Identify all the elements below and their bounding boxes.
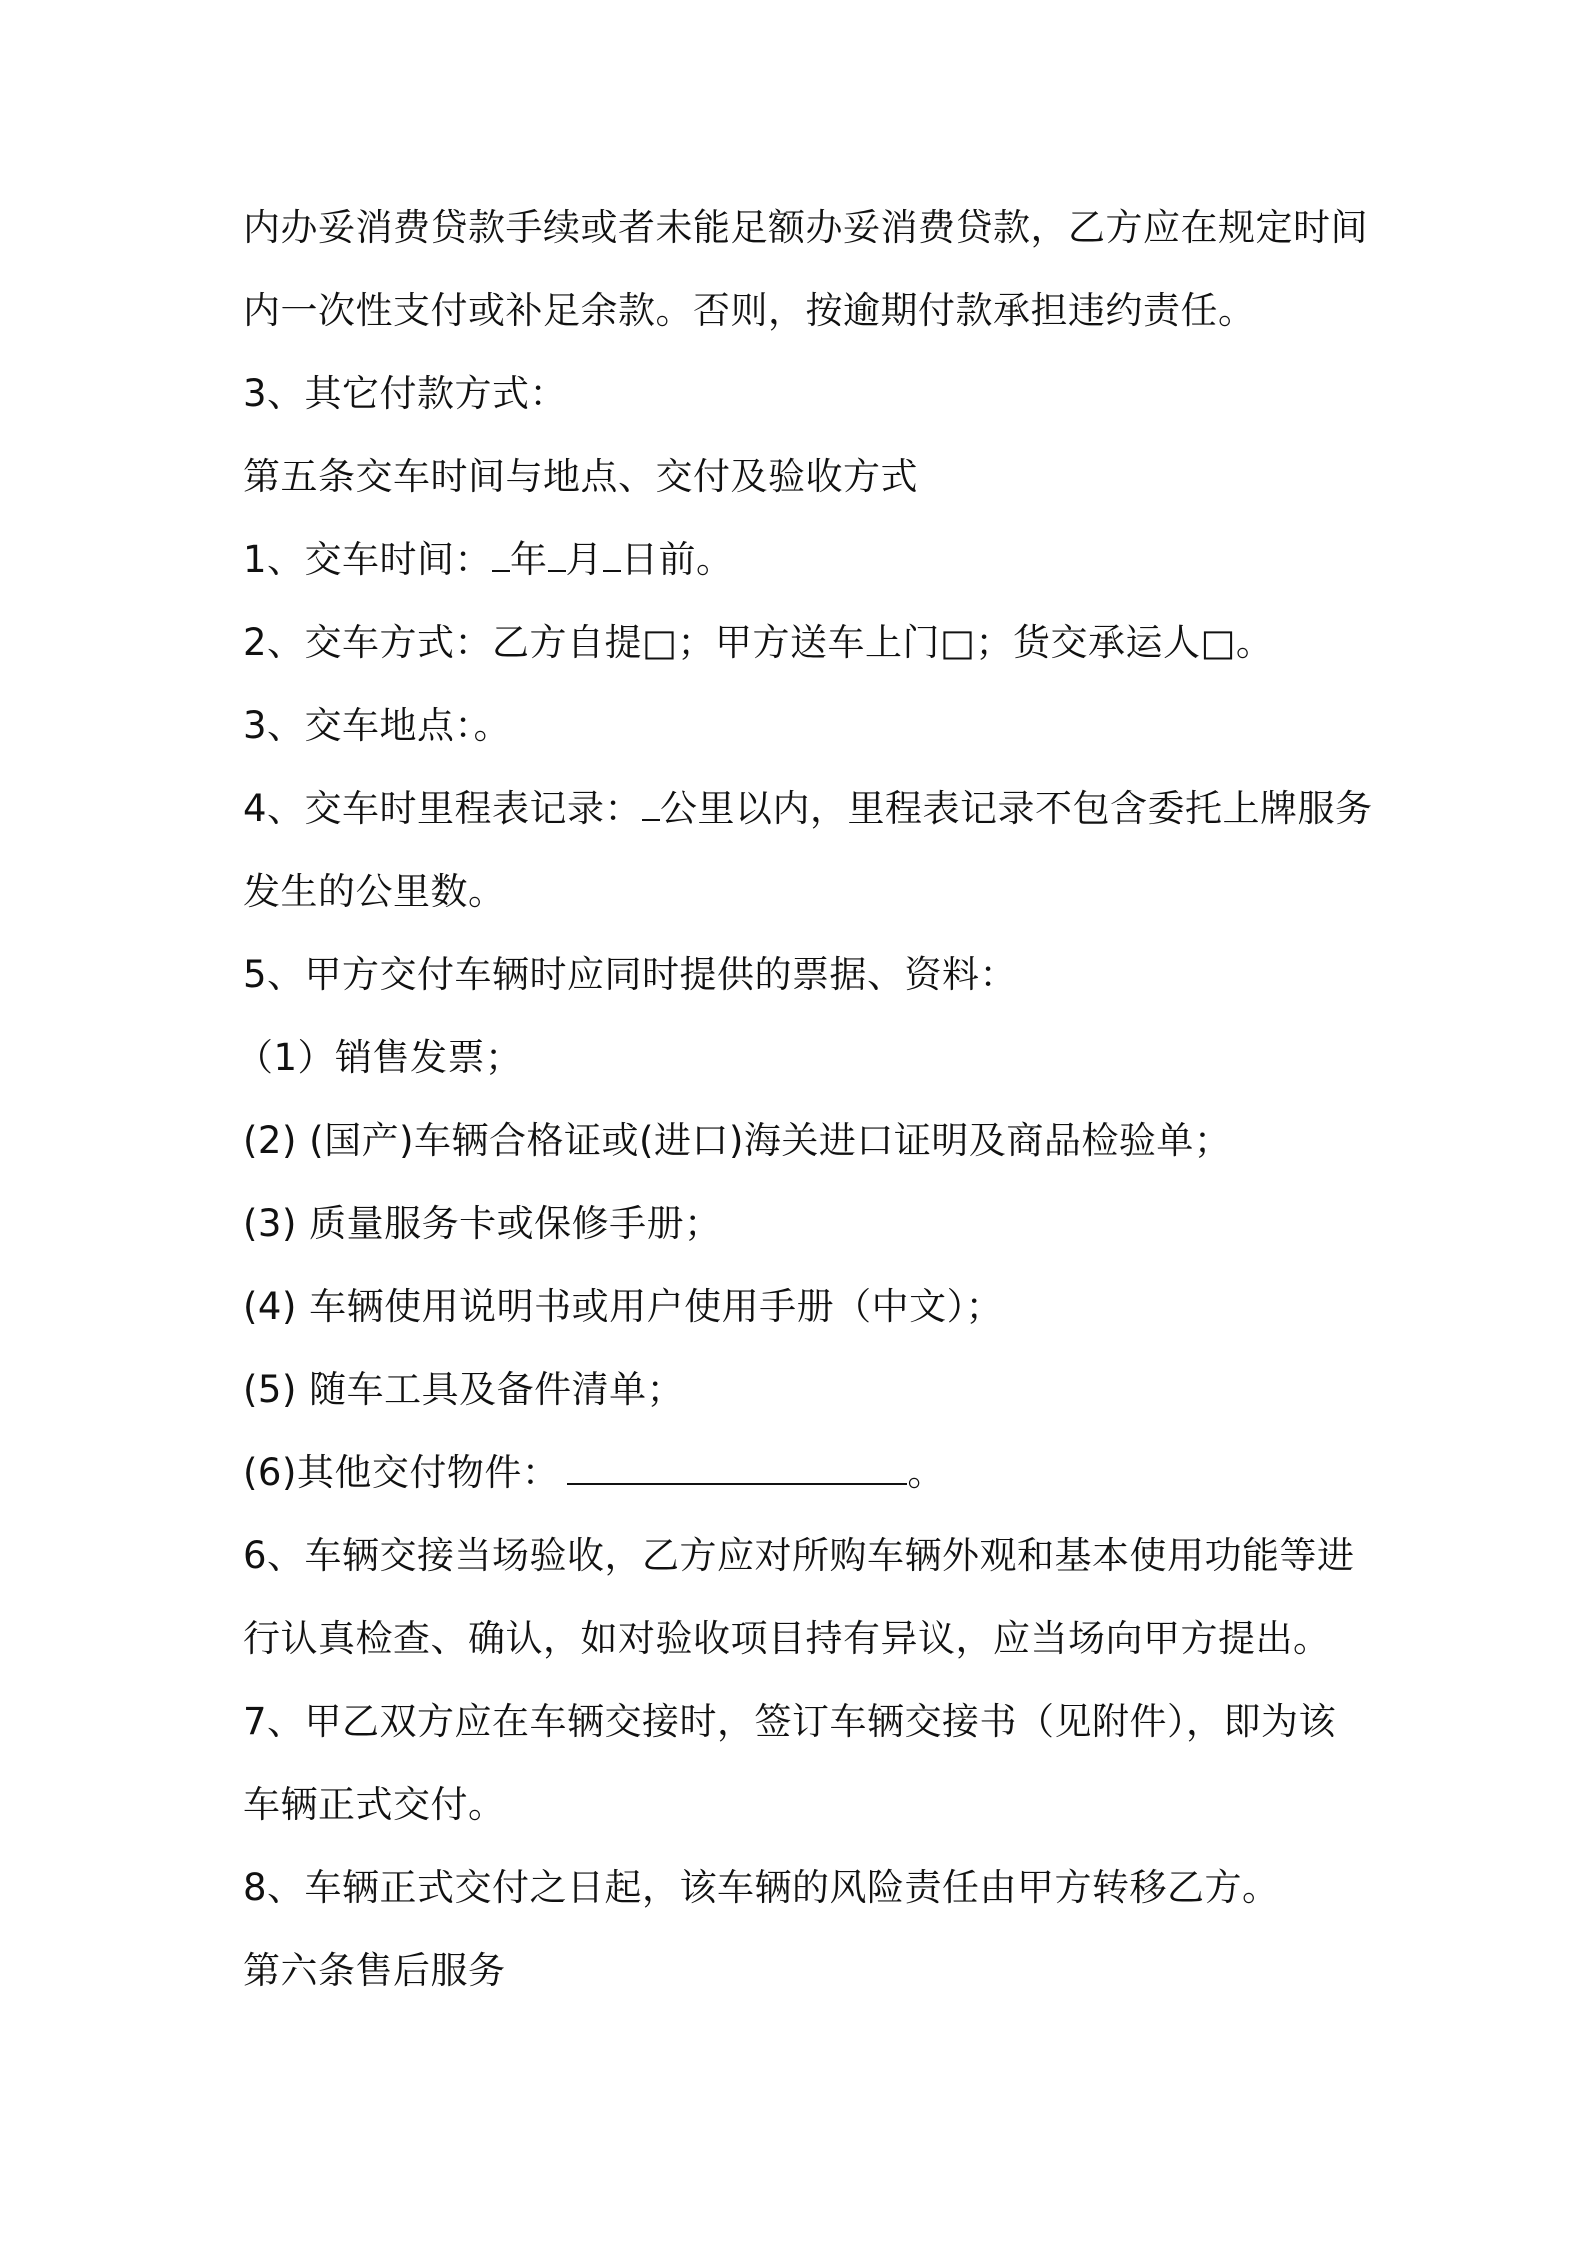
day-label: 日前。 [621,538,734,581]
list-item: 7、甲乙双方应在车辆交接时，签订车辆交接书（见附件），即为该 [243,1700,1337,1743]
list-item: 3、其它付款方式： [243,372,568,415]
sub-list-item: (5) 随车工具及备件清单； [243,1368,685,1411]
year-label: 年 [510,538,548,581]
list-item: 3、交车地点：。 [243,704,512,747]
day-blank [603,540,621,572]
list-item-delivery-time [243,535,734,585]
list-item: 2、交车方式：乙方自提□；甲方送车上门□；货交承运人□。 [243,621,1274,664]
section-heading: 第六条售后服务 [243,1949,506,1992]
other-items-end: 。 [907,1451,945,1494]
year-blank [492,540,510,572]
sub-list-item: (2) (国产)车辆合格证或(进口)海关进口证明及商品检验单； [243,1119,1232,1162]
list-item-odometer [243,784,1373,834]
odometer-label: 4、交车时里程表记录： [243,787,643,830]
paragraph-line: 车辆正式交付。 [243,1783,506,1826]
month-label: 月 [565,538,604,581]
paragraph-line: 行认真检查、确认，如对验收项目持有异议，应当场向甲方提出。 [243,1617,1331,1660]
sub-list-item-other [243,1448,945,1498]
sub-list-item: (4) 车辆使用说明书或用户使用手册（中文）； [243,1285,1004,1328]
list-item: 5、甲方交付车辆时应同时提供的票据、资料： [243,953,1018,996]
delivery-time-label: 1、交车时间： [243,538,493,581]
odometer-text: 公里以内，里程表记录不包含委托上牌服务 [660,787,1373,830]
paragraph-line: 内办妥消费贷款手续或者未能足额办妥消费贷款，乙方应在规定时间 [243,206,1368,249]
sub-list-item: (3) 质量服务卡或保修手册； [243,1202,722,1245]
paragraph-line: 发生的公里数。 [243,870,506,913]
list-item: 6、车辆交接当场验收，乙方应对所购车辆外观和基本使用功能等进 [243,1534,1355,1577]
list-item: 8、车辆正式交付之日起，该车辆的风险责任由甲方转移乙方。 [243,1866,1280,1909]
paragraph-line: 内一次性支付或补足余款。否则，按逾期付款承担违约责任。 [243,289,1256,332]
section-heading: 第五条交车时间与地点、交付及验收方式 [243,455,918,498]
month-blank [548,540,566,572]
sub-list-item: （1）销售发票； [236,1036,523,1079]
other-items-label: (6)其他交付物件： [243,1451,560,1494]
odometer-blank [642,789,660,821]
other-items-blank [567,1453,907,1485]
